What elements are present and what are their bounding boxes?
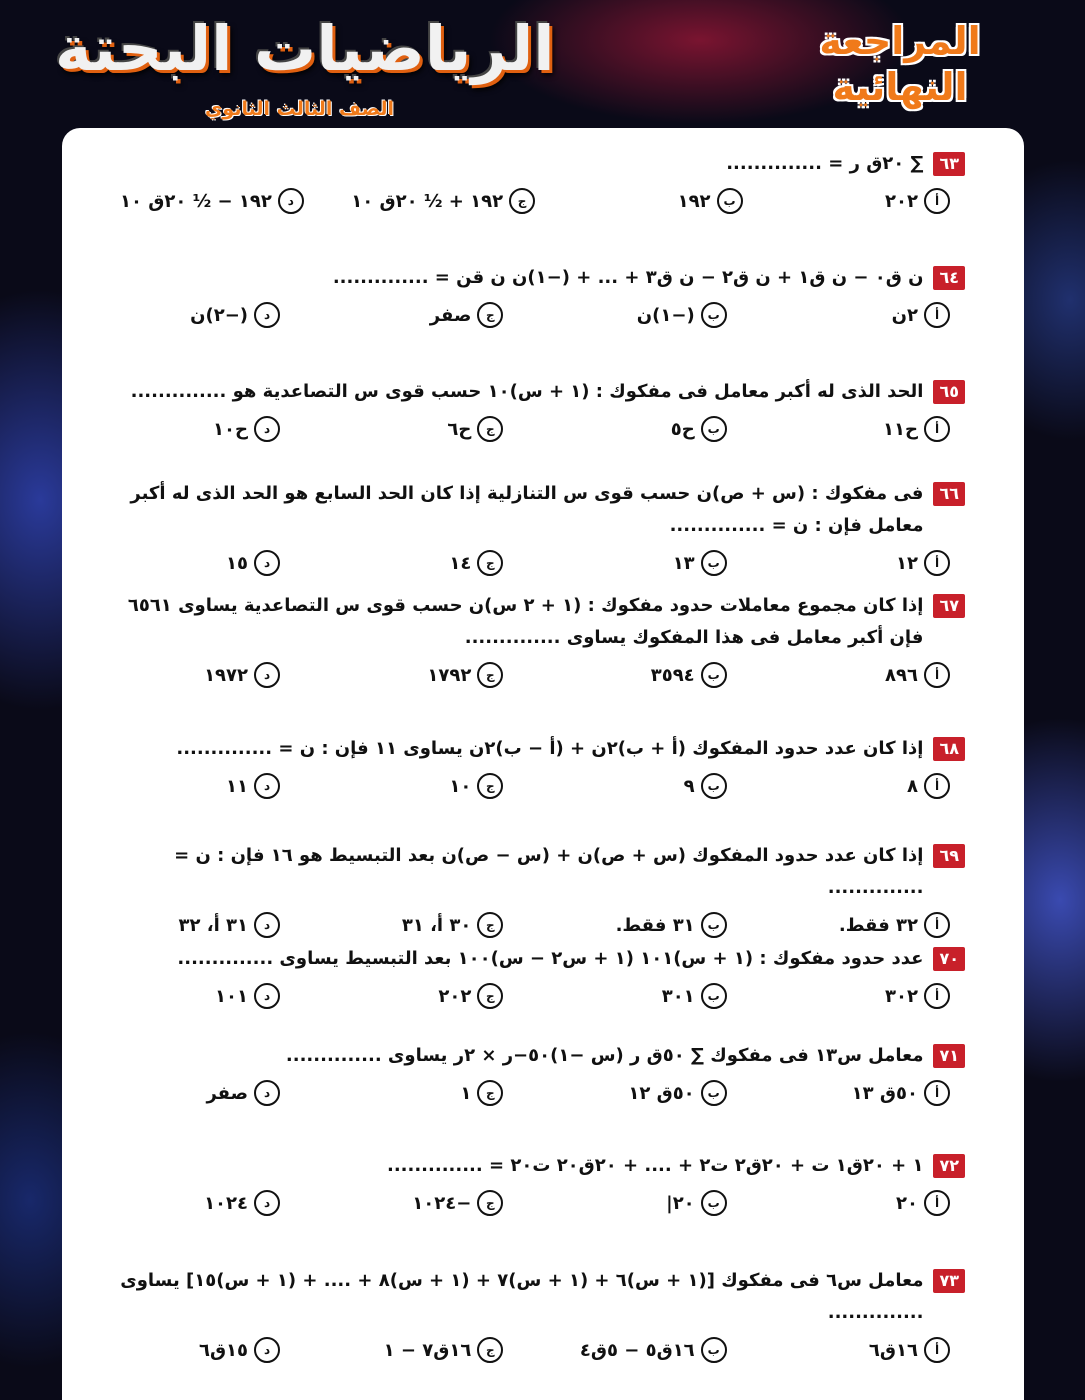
option-value: ١٥ xyxy=(226,552,249,574)
option-letter: د xyxy=(254,1080,280,1106)
option-choice[interactable] xyxy=(120,912,280,938)
option-value: ٥٠ق ١٣ xyxy=(851,1082,918,1104)
question-number: ٦٧ xyxy=(933,594,965,618)
option-value: ١٦ق٧ − ١ xyxy=(383,1339,472,1361)
option-value: (−١)ن xyxy=(636,304,695,326)
option-value: ٥٠ق ١٢ xyxy=(628,1082,695,1104)
option-letter: ب xyxy=(717,188,743,214)
question-text: ١ + ٢٠ق١ ت + ٢٠ق٢ ت٢ + .... + ٢٠ق٢٠ ت٢٠ = .............. xyxy=(386,1155,924,1176)
option-value: ٣٠ أ، ٣١ xyxy=(401,914,472,936)
option-choice[interactable] xyxy=(120,662,280,688)
option-choice[interactable] xyxy=(120,773,280,799)
question-text: ن ق٠ − ن ق١ + ن ق٢ − ن ق٣ + ... + (−١)ن ن قن = .............. xyxy=(332,267,924,288)
question-line xyxy=(120,262,965,294)
option-letter: ب xyxy=(701,1080,727,1106)
option-choice[interactable] xyxy=(120,302,280,328)
option-letter: أ xyxy=(924,983,950,1009)
option-letter: ج xyxy=(509,188,535,214)
option-letter: د xyxy=(254,1190,280,1216)
option-choice[interactable] xyxy=(120,416,280,442)
option-value: ٢٠٢ xyxy=(885,190,918,212)
question-item xyxy=(120,1265,965,1363)
question-number: ٦٥ xyxy=(933,380,965,404)
option-value: ٨٩٦ xyxy=(885,664,918,686)
question-line xyxy=(120,478,965,542)
option-value: ١٦ق٦ xyxy=(868,1339,918,1361)
question-line xyxy=(120,943,965,975)
question-number: ٧٢ xyxy=(933,1154,965,1178)
option-choice[interactable] xyxy=(120,1080,280,1106)
option-letter: د xyxy=(254,662,280,688)
option-letter: أ xyxy=(924,416,950,442)
question-item xyxy=(120,262,965,328)
options-row xyxy=(120,983,965,1009)
question-item xyxy=(120,478,965,576)
option-choice[interactable] xyxy=(343,302,503,328)
option-choice[interactable] xyxy=(567,912,727,938)
option-letter: ب xyxy=(701,550,727,576)
option-choice[interactable] xyxy=(343,416,503,442)
option-value: ١٦ق٥ − ٥ق٤ xyxy=(579,1339,695,1361)
option-choice[interactable] xyxy=(790,1337,950,1363)
option-letter: ب xyxy=(701,1337,727,1363)
question-item xyxy=(120,733,965,799)
subtitle: الصف الثالث الثانوي xyxy=(205,98,395,120)
option-value: ١١ xyxy=(226,775,249,797)
question-number: ٧٠ xyxy=(933,947,965,971)
question-line xyxy=(120,1265,965,1329)
options-row xyxy=(120,1080,965,1106)
option-letter: أ xyxy=(924,302,950,328)
option-choice[interactable] xyxy=(567,662,727,688)
option-choice[interactable] xyxy=(120,983,280,1009)
option-choice[interactable] xyxy=(120,1190,280,1216)
option-letter: ب xyxy=(701,662,727,688)
option-letter: ج xyxy=(477,302,503,328)
option-value: ١٥ق٦ xyxy=(198,1339,249,1361)
question-number: ٧١ xyxy=(933,1044,965,1068)
question-number: ٧٣ xyxy=(933,1269,965,1293)
option-choice[interactable] xyxy=(790,773,950,799)
option-letter: ب xyxy=(701,416,727,442)
option-choice[interactable] xyxy=(351,188,535,214)
option-choice[interactable] xyxy=(583,188,743,214)
option-letter: ج xyxy=(477,983,503,1009)
option-letter: أ xyxy=(924,550,950,576)
option-choice[interactable] xyxy=(567,302,727,328)
question-line xyxy=(120,148,965,180)
options-row xyxy=(120,416,965,442)
option-value: ٢٠| xyxy=(666,1192,695,1214)
option-letter: ج xyxy=(477,1337,503,1363)
option-letter: د xyxy=(254,1337,280,1363)
option-choice[interactable] xyxy=(567,1190,727,1216)
question-item xyxy=(120,1040,965,1106)
option-choice[interactable] xyxy=(790,662,950,688)
option-value: ح١١ xyxy=(883,418,918,440)
option-letter: أ xyxy=(924,1080,950,1106)
option-value: ١٠١ xyxy=(215,985,249,1007)
option-choice[interactable] xyxy=(343,1337,503,1363)
option-choice[interactable] xyxy=(567,983,727,1009)
option-letter: ج xyxy=(477,550,503,576)
option-letter: ب xyxy=(701,912,727,938)
option-value: ١٩٢ + ½ ٢٠ق ١٠ xyxy=(351,190,504,212)
option-letter: ج xyxy=(477,912,503,938)
option-value: ٣١ أ، ٣٢ xyxy=(178,914,249,936)
option-choice[interactable] xyxy=(120,1337,280,1363)
option-value: ح٦ xyxy=(447,418,472,440)
title: الرياضيات البحتة xyxy=(55,12,555,85)
option-value: −١٠٢٤ xyxy=(412,1192,472,1214)
option-choice[interactable] xyxy=(343,1080,503,1106)
option-value: ٨ xyxy=(907,775,918,797)
option-value: ١ xyxy=(460,1082,472,1104)
option-letter: ج xyxy=(477,662,503,688)
option-value: ح٥ xyxy=(670,418,695,440)
options-row xyxy=(120,302,965,328)
question-number: ٦٨ xyxy=(933,737,965,761)
option-value: ٢٠ xyxy=(896,1192,918,1214)
question-item xyxy=(120,1150,965,1216)
option-value: ١٢ xyxy=(896,552,918,574)
option-value: ١٧٩٢ xyxy=(427,664,472,686)
option-choice[interactable] xyxy=(790,416,950,442)
option-letter: ج xyxy=(477,773,503,799)
question-text: إذا كان عدد حدود المفكوك (س + ص)ن + (س − ص)ن بعد التبسيط هو ١٦ فإن : ن = .............. xyxy=(174,845,924,898)
option-letter: ب xyxy=(701,773,727,799)
option-value: ٣٥٩٤ xyxy=(650,664,695,686)
option-value: ٢٠٢ xyxy=(438,985,472,1007)
options-row xyxy=(120,1190,965,1216)
option-letter: د xyxy=(278,188,304,214)
option-value: ١٠٢٤ xyxy=(204,1192,249,1214)
option-letter: د xyxy=(254,416,280,442)
option-choice[interactable] xyxy=(790,302,950,328)
review-badge xyxy=(785,18,1015,110)
option-value: ح١٠ xyxy=(213,418,249,440)
question-item xyxy=(120,376,965,442)
option-letter: ب xyxy=(701,983,727,1009)
option-value: ١٩٢ xyxy=(677,190,711,212)
option-choice[interactable] xyxy=(567,416,727,442)
option-value: (−٢)ن xyxy=(190,304,249,326)
question-text: الحد الذى له أكبر معامل فى مفكوك : (١ + س)١٠ حسب قوى س التصاعدية هو .............. xyxy=(130,381,924,402)
option-letter: أ xyxy=(924,1190,950,1216)
option-letter: ج xyxy=(477,1190,503,1216)
question-text: معامل س١٣ فى مفكوك ∑ ٥٠ق ر (س −١)٥٠−ر × ٢ر يساوى .............. xyxy=(285,1045,924,1066)
options-row xyxy=(120,1337,965,1363)
option-choice[interactable] xyxy=(343,773,503,799)
option-letter: ب xyxy=(701,1190,727,1216)
question-number: ٦٦ xyxy=(933,482,965,506)
option-choice[interactable] xyxy=(790,983,950,1009)
question-item xyxy=(120,590,965,688)
option-letter: د xyxy=(254,550,280,576)
option-value: صفر xyxy=(429,304,472,326)
option-choice[interactable] xyxy=(120,188,304,214)
question-line xyxy=(120,1150,965,1182)
option-choice[interactable] xyxy=(343,662,503,688)
option-value: ٣٠١ xyxy=(661,985,695,1007)
question-text: ∑ ٢٠ق ر = .............. xyxy=(726,153,924,174)
options-row xyxy=(120,188,965,214)
option-letter: أ xyxy=(924,1337,950,1363)
options-row xyxy=(120,912,965,938)
option-value: ٣٠٢ xyxy=(885,985,918,1007)
option-value: ٣٢ فقط. xyxy=(838,914,918,936)
question-item xyxy=(120,840,965,938)
question-number: ٦٩ xyxy=(933,844,965,868)
option-value: ٣١ فقط. xyxy=(615,914,695,936)
option-letter: أ xyxy=(924,773,950,799)
option-letter: أ xyxy=(924,662,950,688)
option-choice[interactable] xyxy=(343,550,503,576)
option-value: ١٩٧٢ xyxy=(204,664,249,686)
option-letter: ج xyxy=(477,1080,503,1106)
question-line xyxy=(120,733,965,765)
option-choice[interactable] xyxy=(790,1190,950,1216)
question-number: ٦٤ xyxy=(933,266,965,290)
review-line2: النهائية xyxy=(832,65,968,109)
question-text: معامل س٦ فى مفكوك [(١ + س)٦ + (١ + س)٧ + (١ + س)٨ + .... + (١ + س)١٥] يساوى .............. xyxy=(120,1270,924,1323)
option-value: ١٩٢ − ½ ٢٠ق ١٠ xyxy=(120,190,272,212)
question-text: إذا كان عدد حدود المفكوك (أ + ب)٢ن + (أ − ب)٢ن يساوى ١١ فإن : ن = .............. xyxy=(176,738,924,759)
option-letter: ج xyxy=(477,416,503,442)
option-choice[interactable] xyxy=(343,983,503,1009)
option-letter: د xyxy=(254,983,280,1009)
option-value: ١٤ xyxy=(449,552,472,574)
option-value: ١٠ xyxy=(449,775,472,797)
options-row xyxy=(120,773,965,799)
question-line xyxy=(120,376,965,408)
option-choice[interactable] xyxy=(790,1080,950,1106)
option-choice[interactable] xyxy=(567,1080,727,1106)
option-choice[interactable] xyxy=(567,1337,727,1363)
option-value: ٩ xyxy=(683,775,695,797)
question-text: إذا كان مجموع معاملات حدود مفكوك : (١ + ٢ س)ن حسب قوى س التصاعدية يساوى ٦٥٦١ فإن أكبر معامل فى هذا المفكوك يساوى .............. xyxy=(127,595,924,648)
option-value: صفر xyxy=(206,1082,249,1104)
options-row xyxy=(120,662,965,688)
options-row xyxy=(120,550,965,576)
option-choice[interactable] xyxy=(343,912,503,938)
option-choice[interactable] xyxy=(343,1190,503,1216)
question-item xyxy=(120,943,965,1009)
option-choice[interactable] xyxy=(567,773,727,799)
option-letter: د xyxy=(254,773,280,799)
option-value: ٢ن xyxy=(891,304,918,326)
review-line1: المراجعة xyxy=(819,19,981,63)
option-choice[interactable] xyxy=(567,550,727,576)
question-line xyxy=(120,840,965,904)
option-letter: د xyxy=(254,302,280,328)
question-line xyxy=(120,590,965,654)
option-choice[interactable] xyxy=(120,550,280,576)
question-text: فى مفكوك : (س + ص)ن حسب قوى س التنازلية إذا كان الحد السابع هو الحد الذى له أكبر معامل فإن : ن = .............. xyxy=(130,483,924,536)
option-letter: ب xyxy=(701,302,727,328)
option-choice[interactable] xyxy=(790,912,950,938)
option-letter: أ xyxy=(924,912,950,938)
option-value: ١٣ xyxy=(672,552,695,574)
option-letter: أ xyxy=(924,188,950,214)
question-line xyxy=(120,1040,965,1072)
option-choice[interactable] xyxy=(790,550,950,576)
header xyxy=(0,0,1085,140)
option-letter: د xyxy=(254,912,280,938)
question-item xyxy=(120,148,965,214)
question-text: عدد حدود مفكوك : (١ + س)١٠١ (١ + س٢ − س)١٠٠ بعد التبسيط يساوى .............. xyxy=(177,948,924,969)
option-choice[interactable] xyxy=(790,188,950,214)
question-number: ٦٣ xyxy=(933,152,965,176)
